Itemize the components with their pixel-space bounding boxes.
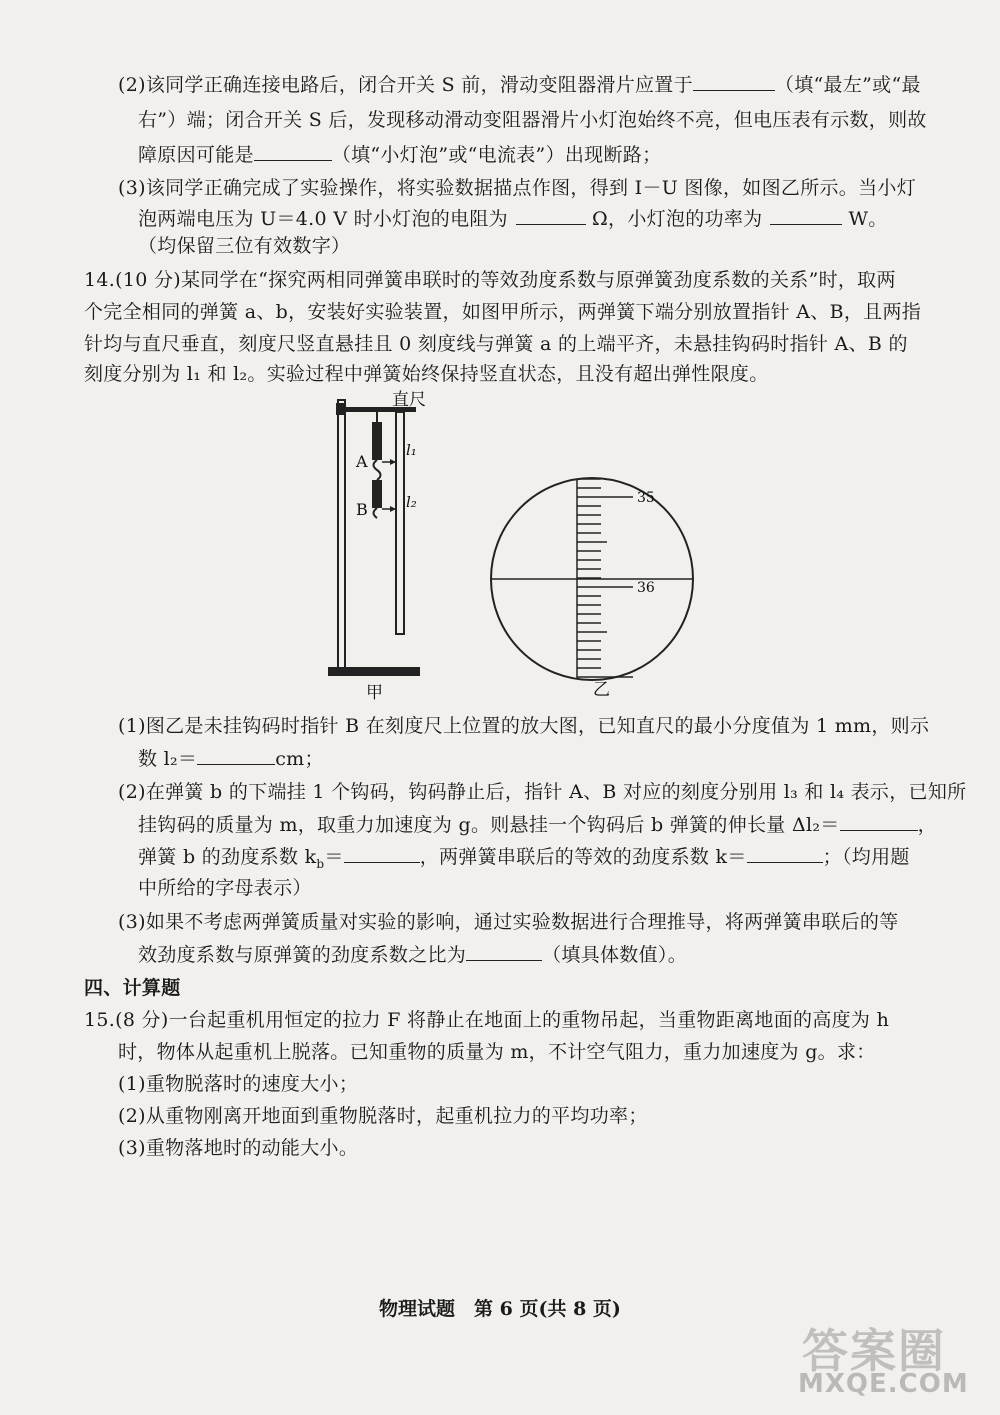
q15-intro-line2: 时，物体从起重机上脱落。已知重物的质量为 m，不计空气阻力，重力加速度为 g。求： [118, 1041, 876, 1063]
ruler-label: 直尺 [392, 390, 426, 410]
figure-jia [300, 385, 450, 705]
text: （填“小灯泡”或“电流表”）出现断路； [331, 144, 662, 166]
answer-blank [693, 72, 775, 91]
text: ， [917, 814, 937, 836]
q13-part3-line2 [138, 206, 888, 231]
hook-ab [374, 460, 381, 480]
page-footer: 物理试题 第 6 页(共 8 页) [379, 1298, 621, 1320]
answer-blank [747, 844, 823, 863]
hook-b [374, 508, 378, 518]
q14-intro-line4: 刻度分别为 l₁ 和 l₂。实验过程中弹簧始终保持竖直状态，且没有超出弹性限度。 [84, 363, 769, 385]
q14-part2-line3 [138, 844, 910, 876]
q14-part3-line2 [138, 942, 687, 967]
text: 效劲度系数与原弹簧的劲度系数之比为 [138, 944, 467, 966]
q13-part2-line2: 右”）端；闭合开关 S 后，发现移动滑动变阻器滑片小灯泡始终不亮，但电压表有示数，则故 [138, 109, 927, 131]
answer-blank [770, 206, 842, 225]
q14-intro-line2: 个完全相同的弹簧 a、b，安装好实验装置，如图甲所示，两弹簧下端分别放置指针 A、B，且两指 [84, 301, 922, 323]
q14-part1-line2 [138, 746, 324, 771]
tick-35-label: 35 [637, 490, 655, 506]
q13-part2-line3 [138, 142, 661, 167]
text: W。 [848, 208, 888, 230]
figure-yi-caption: 乙 [593, 680, 610, 700]
text: ，两弹簧串联后的等效的劲度系数 k＝ [419, 846, 747, 868]
ruler [396, 412, 404, 634]
text: (2)该同学正确连接电路后，闭合开关 S 前，滑动变阻器滑片应置于 [118, 74, 693, 96]
text: 数 l₂＝ [138, 748, 198, 770]
clamp [336, 403, 346, 415]
q14-intro-line1: 14.(10 分)某同学在“探究两相同弹簧串联时的等效劲度系数与原弹簧劲度系数的关系”时，取两 [84, 269, 896, 291]
text: 弹簧 b 的劲度系数 k [138, 846, 317, 868]
text: （填“最左”或“最 [774, 74, 921, 96]
watermark-logo [788, 1311, 978, 1401]
figure-yi [490, 465, 700, 700]
text: ＝ [324, 846, 344, 868]
tick-36-label: 36 [637, 580, 655, 596]
q14-part2-line2 [138, 812, 937, 837]
q14-part2-line4: 中所给的字母表示） [138, 877, 312, 899]
spring-a [372, 422, 382, 460]
answer-blank [840, 812, 918, 831]
q14-part2-line1: (2)在弹簧 b 的下端挂 1 个钩码，钩码静止后，指针 A、B 对应的刻度分别用 l₃ 和 l₄ 表示，已知所 [118, 781, 967, 803]
section-title: 四、计算题 [84, 977, 181, 999]
answer-blank [516, 206, 586, 225]
watermark-chars: 答案圈 [802, 1324, 946, 1378]
q13-part2-line1 [118, 72, 921, 97]
text: 挂钩码的质量为 m，取重力加速度为 g。则悬挂一个钩码后 b 弹簧的伸长量 Δl₂＝ [138, 814, 840, 836]
q13-part3-line1: (3)该同学正确完成了实验操作，将实验数据描点作图，得到 I－U 图像，如图乙所示。当小灯 [118, 177, 917, 199]
q13-part3-line3: （均保留三位有效数字） [138, 235, 351, 257]
q15-part1: (1)重物脱落时的速度大小； [118, 1073, 359, 1095]
q14-part3-line1: (3)如果不考虑两弹簧质量对实验的影响，通过实验数据进行合理推导，将两弹簧串联后的等 [118, 911, 899, 933]
text: 泡两端电压为 U＝4.0 V 时小灯泡的电阻为 [138, 208, 508, 230]
answer-blank [197, 746, 275, 765]
q15-part2: (2)从重物刚离开地面到重物脱落时，起重机拉力的平均功率； [118, 1105, 648, 1127]
stand-pole [338, 400, 345, 670]
figure-jia-caption: 甲 [366, 683, 383, 703]
l2-label: l₂ [406, 493, 417, 511]
q14-part1-line1: (1)图乙是未挂钩码时指针 B 在刻度尺上位置的放大图，已知直尺的最小分度值为 1 mm，则示 [118, 715, 930, 737]
subscript: b [316, 856, 325, 871]
q14-intro-line3: 针均与直尺垂直，刻度尺竖直悬挂且 0 刻度线与弹簧 a 的上端平齐，未悬挂钩码时指针 A、B 的 [84, 333, 908, 355]
text: cm； [275, 748, 324, 770]
spring-b [372, 480, 382, 508]
answer-blank [344, 844, 420, 863]
stand-base [328, 667, 420, 676]
q15-intro-line1: 15.(8 分)一台起重机用恒定的拉力 F 将静止在地面上的重物吊起，当重物距离地面的高度为 h [84, 1009, 890, 1031]
text: Ω，小灯泡的功率为 [591, 208, 763, 230]
ruler-ticks [577, 479, 633, 677]
watermark-url: MXQE.COM [798, 1369, 969, 1399]
q15-part3: (3)重物落地时的动能大小。 [118, 1137, 359, 1159]
text: ；（均用题 [822, 846, 910, 868]
l1-label: l₁ [406, 441, 417, 459]
text: 障原因可能是 [138, 144, 254, 166]
answer-blank [466, 942, 542, 961]
pointer-a-label: A [356, 452, 368, 471]
pointer-b-label: B [356, 500, 368, 519]
text: （填具体数值）。 [542, 944, 688, 966]
answer-blank [254, 142, 332, 161]
